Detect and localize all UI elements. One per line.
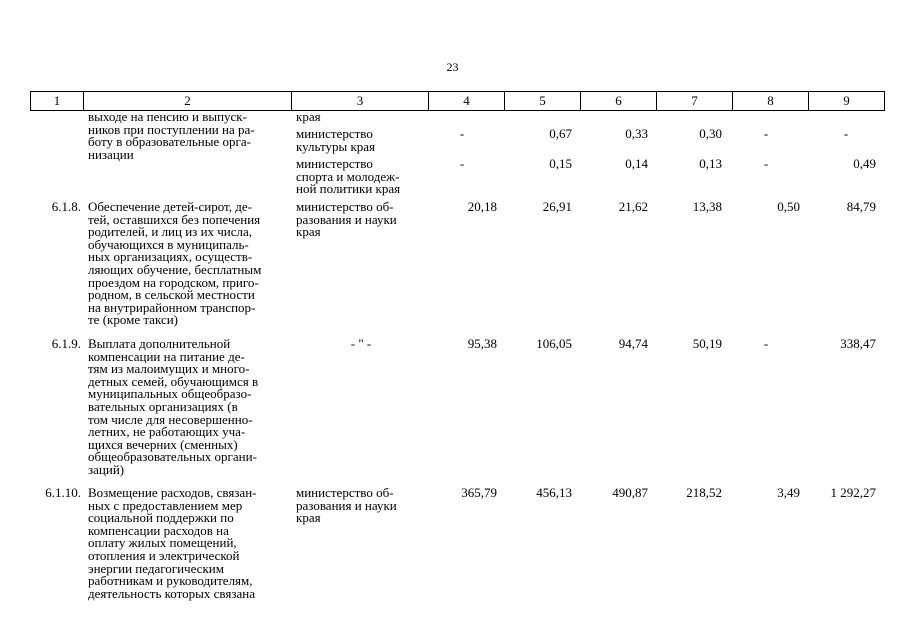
- value-cell: 106,05: [536, 336, 572, 351]
- header-col-4: 4: [429, 92, 505, 111]
- ministry-line: края: [296, 510, 321, 526]
- description-line: Возмещение расходов, связан-: [88, 485, 257, 500]
- description-line: компенсации на питание де-: [88, 348, 245, 364]
- description-line: ных организациях, осуществ-: [88, 249, 253, 265]
- header-col-3: 3: [292, 92, 429, 111]
- description-line: энергии педагогическим: [88, 560, 224, 576]
- value-cell: -: [763, 156, 769, 171]
- header-col-1: 1: [31, 92, 84, 111]
- value-cell: 0,50: [777, 199, 800, 214]
- value-cell: 365,79: [461, 485, 497, 500]
- table-body: [30, 111, 884, 607]
- value-cell: 3,49: [777, 485, 800, 500]
- description-line: те (кроме такси): [88, 312, 179, 328]
- description-line: летних, не работающих уча-: [88, 424, 246, 440]
- value-cell: 50,19: [692, 336, 722, 351]
- ministry-cell: [296, 158, 426, 196]
- value-cell: -: [459, 156, 465, 171]
- description-line: муниципальных общеобразо-: [88, 386, 252, 402]
- row-description: [88, 338, 293, 477]
- header-col-7: 7: [657, 92, 733, 111]
- ministry-line: министерство об-: [296, 485, 394, 500]
- description-line: ных с предоставлением мер: [88, 497, 243, 513]
- header-col-8: 8: [733, 92, 809, 111]
- header-col-5: 5: [505, 92, 581, 111]
- row-description: [88, 487, 293, 600]
- value-cell: -: [763, 126, 769, 141]
- table-row-6-1-8: [30, 201, 884, 338]
- table-row-continuation: [30, 111, 884, 201]
- value-cell: 26,91: [542, 199, 572, 214]
- description-line: оплату жилых помещений,: [88, 535, 237, 551]
- description-line: боту в образовательные орга-: [88, 134, 251, 150]
- description-line: детных семей, обучающимся в: [88, 373, 259, 389]
- description-line: низации: [88, 146, 134, 162]
- description-line: ников при поступлении на ра-: [88, 121, 255, 137]
- value-cell: 1 292,27: [830, 485, 876, 500]
- ministry-line: министерство: [296, 126, 373, 141]
- ministry-line: культуры края: [296, 138, 376, 154]
- description-line: общеобразовательных органи-: [88, 449, 257, 465]
- ministry-line: края: [296, 224, 321, 240]
- ministry-line: министерство: [296, 156, 373, 171]
- value-cell: 0,13: [699, 156, 722, 171]
- ministry-cell: [296, 201, 426, 239]
- value-cell: 13,38: [692, 199, 722, 214]
- row-code: 6.1.10.: [45, 485, 81, 500]
- description-line: тям из малоимущих и много-: [88, 361, 250, 377]
- ministry-line: разования и науки: [296, 497, 397, 513]
- description-line: выходе на пенсию и выпуск-: [88, 109, 247, 124]
- value-cell: 20,18: [467, 199, 497, 214]
- description-line: ляющих обучение, бесплатным: [88, 261, 262, 277]
- ministry-line: разования и науки: [296, 211, 397, 227]
- value-cell: 456,13: [536, 485, 572, 500]
- row-code: 6.1.9.: [51, 336, 81, 351]
- table-row-6-1-9: [30, 338, 884, 487]
- value-cell: -: [843, 126, 849, 141]
- description-line: Обеспечение детей-сирот, де-: [88, 199, 252, 214]
- description-line: заций): [88, 461, 125, 477]
- ministry-line: министерство об-: [296, 199, 394, 214]
- value-cell: 0,67: [549, 126, 572, 141]
- description-line: тей, оставшихся без попечения: [88, 211, 261, 227]
- page-number: 23: [446, 60, 459, 74]
- continuation-description: [88, 111, 293, 161]
- value-cell: 0,33: [625, 126, 648, 141]
- row-code: 6.1.8.: [51, 199, 81, 214]
- description-line: Выплата дополнительной: [88, 336, 231, 351]
- value-cell: 95,38: [467, 336, 497, 351]
- value-cell: 490,87: [612, 485, 648, 500]
- description-line: вательных организациях (в: [88, 398, 238, 414]
- description-line: том числе для несовершенно-: [88, 411, 253, 427]
- ministry-line: - " -: [350, 336, 372, 351]
- header-col-2: 2: [84, 92, 292, 111]
- row-description: [88, 201, 293, 327]
- description-line: отопления и электрической: [88, 547, 240, 563]
- description-line: щихся вечерних (сменных): [88, 436, 238, 452]
- table-header: [30, 91, 885, 111]
- value-cell: 84,79: [846, 199, 876, 214]
- table-row-6-1-10: [30, 487, 884, 607]
- ministry-cell: [296, 128, 426, 153]
- value-cell: 0,14: [625, 156, 648, 171]
- value-cell: 21,62: [618, 199, 648, 214]
- value-cell: -: [459, 126, 465, 141]
- value-cell: 338,47: [840, 336, 876, 351]
- description-line: компенсации расходов на: [88, 522, 229, 538]
- value-cell: 0,15: [549, 156, 572, 171]
- ministry-cell: [296, 338, 426, 351]
- ministry-line: ной политики края: [296, 181, 401, 197]
- value-cell: -: [763, 336, 769, 351]
- description-line: родном, в сельской местности: [88, 287, 255, 303]
- description-line: обучающихся в муниципаль-: [88, 236, 249, 252]
- ministry-cell: [296, 487, 426, 525]
- description-line: работникам и руководителям,: [88, 573, 253, 589]
- description-line: на внутрирайонном транспор-: [88, 299, 256, 315]
- description-line: проездом на городском, приго-: [88, 274, 259, 290]
- value-cell: 0,49: [853, 156, 876, 171]
- continuation-ministry-top: края: [296, 109, 321, 124]
- description-line: деятельность которых связана: [88, 585, 255, 601]
- header-col-9: 9: [809, 92, 885, 111]
- description-line: родителей, и лиц из их числа,: [88, 224, 253, 240]
- ministry-line: спорта и молодеж-: [296, 168, 400, 184]
- value-cell: 0,30: [699, 126, 722, 141]
- value-cell: 218,52: [686, 485, 722, 500]
- description-line: социальной поддержки по: [88, 510, 234, 526]
- value-cell: 94,74: [618, 336, 648, 351]
- header-col-6: 6: [581, 92, 657, 111]
